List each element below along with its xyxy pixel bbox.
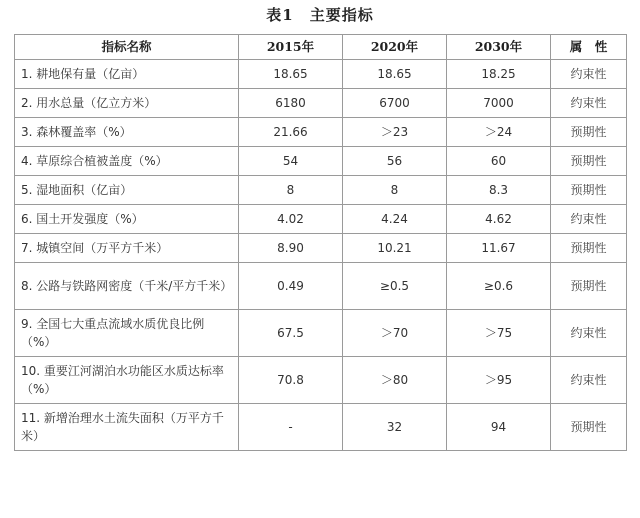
table-row <box>15 263 627 310</box>
indicator-name-cell: 1. 耕地保有量（亿亩） <box>15 60 239 89</box>
attribute-cell: 约束性 <box>551 60 627 89</box>
value-2020-cell: ≥0.5 <box>343 263 447 310</box>
indicator-name-cell: 7. 城镇空间（万平方千米） <box>15 234 239 263</box>
value-2020-cell: ＞80 <box>343 357 447 404</box>
value-2030-cell: ＞95 <box>447 357 551 404</box>
value-2030-cell: ＞75 <box>447 310 551 357</box>
header-2030: 2030年 <box>447 35 551 60</box>
indicator-name-cell: 9. 全国七大重点流域水质优良比例（%） <box>15 310 239 357</box>
value-2015-cell: 8.90 <box>239 234 343 263</box>
attribute-cell: 预期性 <box>551 404 627 451</box>
value-2015-cell: 21.66 <box>239 118 343 147</box>
value-2030-cell: ≥0.6 <box>447 263 551 310</box>
table-row <box>15 357 627 404</box>
indicator-name-cell: 11. 新增治理水土流失面积（万平方千米） <box>15 404 239 451</box>
header-indicator-name: 指标名称 <box>15 35 239 60</box>
value-2020-cell: 6700 <box>343 89 447 118</box>
value-2020-cell: 4.24 <box>343 205 447 234</box>
attribute-cell: 预期性 <box>551 263 627 310</box>
value-2030-cell: 7000 <box>447 89 551 118</box>
attribute-cell: 约束性 <box>551 89 627 118</box>
value-2030-cell: 11.67 <box>447 234 551 263</box>
value-2015-cell: 54 <box>239 147 343 176</box>
value-2030-cell: ＞24 <box>447 118 551 147</box>
indicator-name-cell: 8. 公路与铁路网密度（千米/平方千米） <box>15 263 239 310</box>
value-2015-cell: 0.49 <box>239 263 343 310</box>
attribute-cell: 预期性 <box>551 234 627 263</box>
attribute-cell: 预期性 <box>551 118 627 147</box>
table-row <box>15 310 627 357</box>
value-2015-cell: 67.5 <box>239 310 343 357</box>
value-2030-cell: 60 <box>447 147 551 176</box>
indicators-table <box>14 34 627 451</box>
table-row <box>15 176 627 205</box>
header-row <box>15 35 627 60</box>
table-row <box>15 147 627 176</box>
value-2030-cell: 4.62 <box>447 205 551 234</box>
value-2030-cell: 94 <box>447 404 551 451</box>
value-2015-cell: 8 <box>239 176 343 205</box>
value-2015-cell: 4.02 <box>239 205 343 234</box>
value-2015-cell: 18.65 <box>239 60 343 89</box>
value-2020-cell: ＞70 <box>343 310 447 357</box>
indicator-name-cell: 4. 草原综合植被盖度（%） <box>15 147 239 176</box>
value-2030-cell: 8.3 <box>447 176 551 205</box>
value-2020-cell: 10.21 <box>343 234 447 263</box>
header-attribute: 属 性 <box>551 35 627 60</box>
indicator-name-cell: 2. 用水总量（亿立方米） <box>15 89 239 118</box>
table-row <box>15 234 627 263</box>
indicator-name-cell: 10. 重要江河湖泊水功能区水质达标率（%） <box>15 357 239 404</box>
attribute-cell: 预期性 <box>551 147 627 176</box>
attribute-cell: 约束性 <box>551 205 627 234</box>
table-title: 表1 主要指标 <box>266 6 374 24</box>
header-2015: 2015年 <box>239 35 343 60</box>
value-2020-cell: 32 <box>343 404 447 451</box>
attribute-cell: 约束性 <box>551 310 627 357</box>
header-2020: 2020年 <box>343 35 447 60</box>
table-row <box>15 205 627 234</box>
indicator-name-cell: 6. 国土开发强度（%） <box>15 205 239 234</box>
value-2020-cell: 56 <box>343 147 447 176</box>
value-2015-cell: - <box>239 404 343 451</box>
value-2020-cell: 8 <box>343 176 447 205</box>
indicator-name-cell: 3. 森林覆盖率（%） <box>15 118 239 147</box>
value-2015-cell: 70.8 <box>239 357 343 404</box>
table-row <box>15 118 627 147</box>
table-row <box>15 404 627 451</box>
indicator-name-cell: 5. 湿地面积（亿亩） <box>15 176 239 205</box>
attribute-cell: 约束性 <box>551 357 627 404</box>
table-row <box>15 60 627 89</box>
table-row <box>15 89 627 118</box>
attribute-cell: 预期性 <box>551 176 627 205</box>
value-2020-cell: ＞23 <box>343 118 447 147</box>
value-2030-cell: 18.25 <box>447 60 551 89</box>
value-2020-cell: 18.65 <box>343 60 447 89</box>
value-2015-cell: 6180 <box>239 89 343 118</box>
